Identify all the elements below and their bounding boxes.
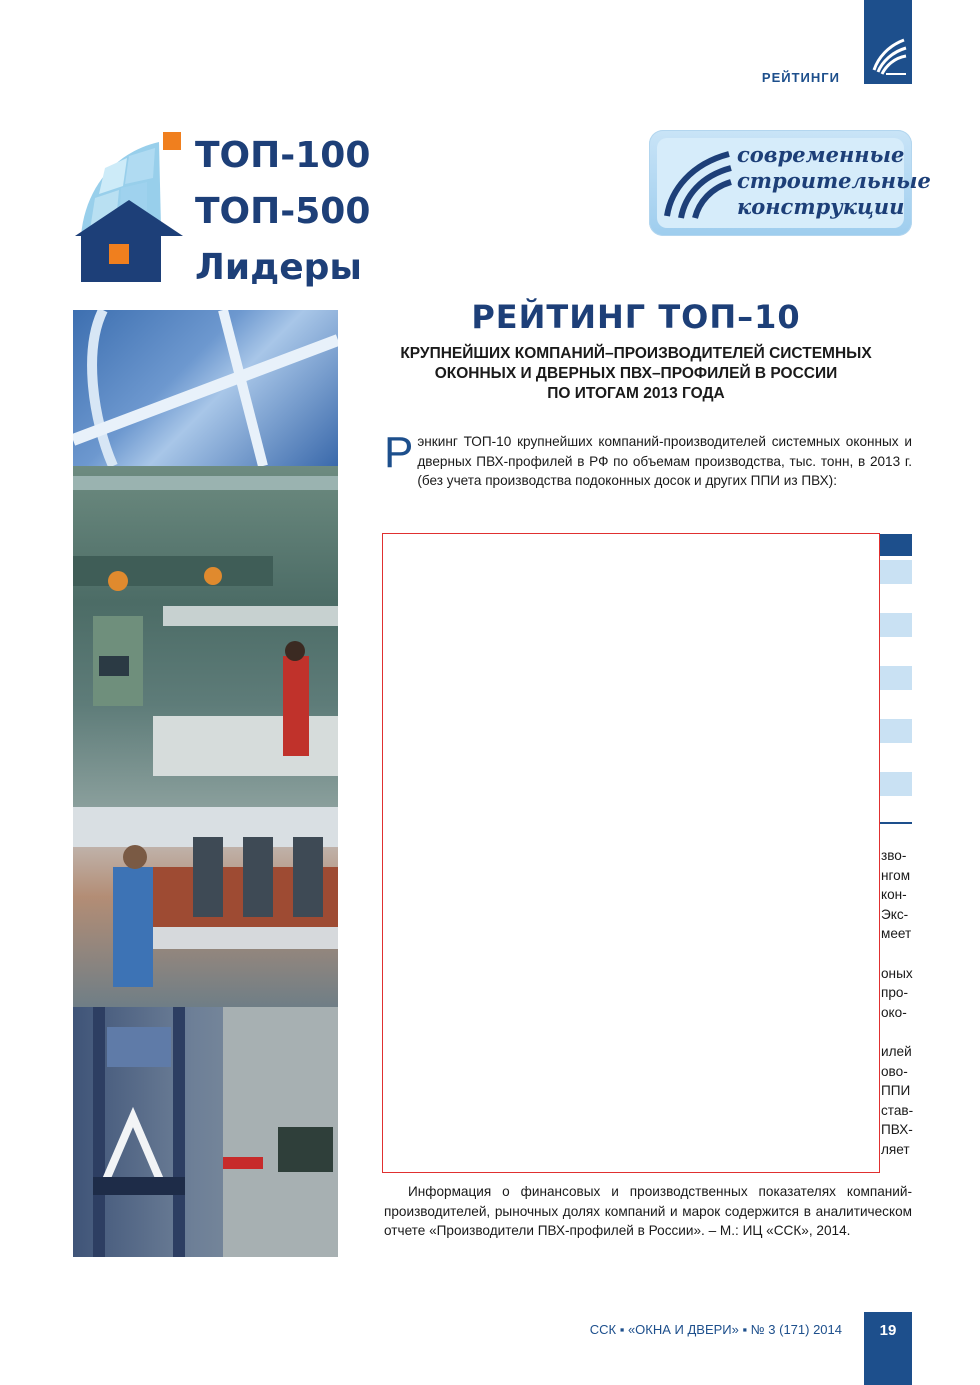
- fragment: став-: [881, 1102, 913, 1118]
- logo-line-leaders: Лидеры: [195, 247, 362, 288]
- logo-line-top100: ТОП-100: [195, 135, 371, 176]
- article-title: РЕЙТИНГ ТОП–10: [471, 298, 801, 336]
- fragment: ово-: [881, 1063, 908, 1079]
- fragment: ляет: [881, 1141, 910, 1157]
- closing-paragraph: Информация о финансовых и производственных показателях компаний-производителей, рыночных долях компаний и марок содержится в аналитическом отчете «Производители ПВХ-профилей в России». – М.: ИЦ «ССК», 2014.: [384, 1184, 912, 1239]
- photo-window-frame: [73, 310, 338, 466]
- fragment: [881, 1022, 913, 1042]
- table-header-strip: [880, 534, 912, 556]
- fragment: илей: [881, 1043, 912, 1059]
- fragment: оных: [881, 965, 913, 981]
- subtitle-line-2: ОКОННЫХ И ДВЕРНЫХ ПВХ–ПРОФИЛЕЙ В РОССИИ: [434, 365, 838, 382]
- magazine-swoosh-icon: [864, 0, 912, 84]
- page-number: 19: [864, 1312, 912, 1385]
- intro-text: энкинг ТОП-10 крупнейших компаний-производителей системных оконных и дверных ПВХ-профилей в РФ по объемам производства, тыс. тонн, в 2013 г. (без учета производства подоконных досок и других ППИ из ПВХ):: [417, 434, 912, 489]
- table-row-band: [880, 666, 912, 690]
- photo-extrusion-line: [73, 807, 338, 1007]
- intro-paragraph: [384, 428, 912, 491]
- text-fragment-column: [881, 846, 913, 1160]
- fragment: ПВХ-: [881, 1122, 913, 1138]
- ssk-line-3: конструкции: [737, 194, 905, 219]
- subtitle-line-1: КРУПНЕЙШИХ КОМПАНИЙ–ПРОИЗВОДИТЕЛЕЙ СИСТЕМНЫХ: [400, 345, 872, 362]
- fragment: ППИ: [881, 1083, 911, 1099]
- fragment: око-: [881, 1004, 907, 1020]
- fragment: нгом: [881, 867, 911, 883]
- table-bottom-rule: [880, 822, 912, 824]
- table-row-band: [880, 560, 912, 584]
- drop-cap: Р: [384, 428, 414, 477]
- photo-test-machine: [73, 1007, 338, 1257]
- fragment: [881, 944, 913, 964]
- ssk-swoosh-icon: [661, 146, 733, 222]
- fragment: Экс-: [881, 906, 909, 922]
- house-logo-icon: [75, 128, 183, 282]
- photo-production-line: [73, 466, 338, 807]
- ssk-badge: [649, 130, 931, 236]
- logo-line-top500: ТОП-500: [195, 191, 371, 232]
- logo-text: [195, 128, 370, 296]
- content-placeholder: [382, 533, 880, 1173]
- fragment: кон-: [881, 887, 907, 903]
- ssk-line-2: строительные: [737, 168, 931, 193]
- table-row-band: [880, 719, 912, 743]
- fragment: про-: [881, 985, 909, 1001]
- fragment: зво-: [881, 848, 907, 863]
- subtitle-line-3: ПО ИТОГАМ 2013 ГОДА: [547, 385, 725, 402]
- table-row-band: [880, 772, 912, 796]
- header-bar: [864, 0, 912, 84]
- fragment: меет: [881, 926, 912, 942]
- ssk-line-1: современные: [737, 142, 905, 167]
- article-subtitle: [360, 344, 912, 404]
- section-label: РЕЙТИНГИ: [761, 70, 840, 85]
- footer-publication: ССК ▪ «ОКНА И ДВЕРИ» ▪ № 3 (171) 2014: [589, 1322, 842, 1337]
- table-row-band: [880, 613, 912, 637]
- ssk-badge-text: [737, 142, 931, 220]
